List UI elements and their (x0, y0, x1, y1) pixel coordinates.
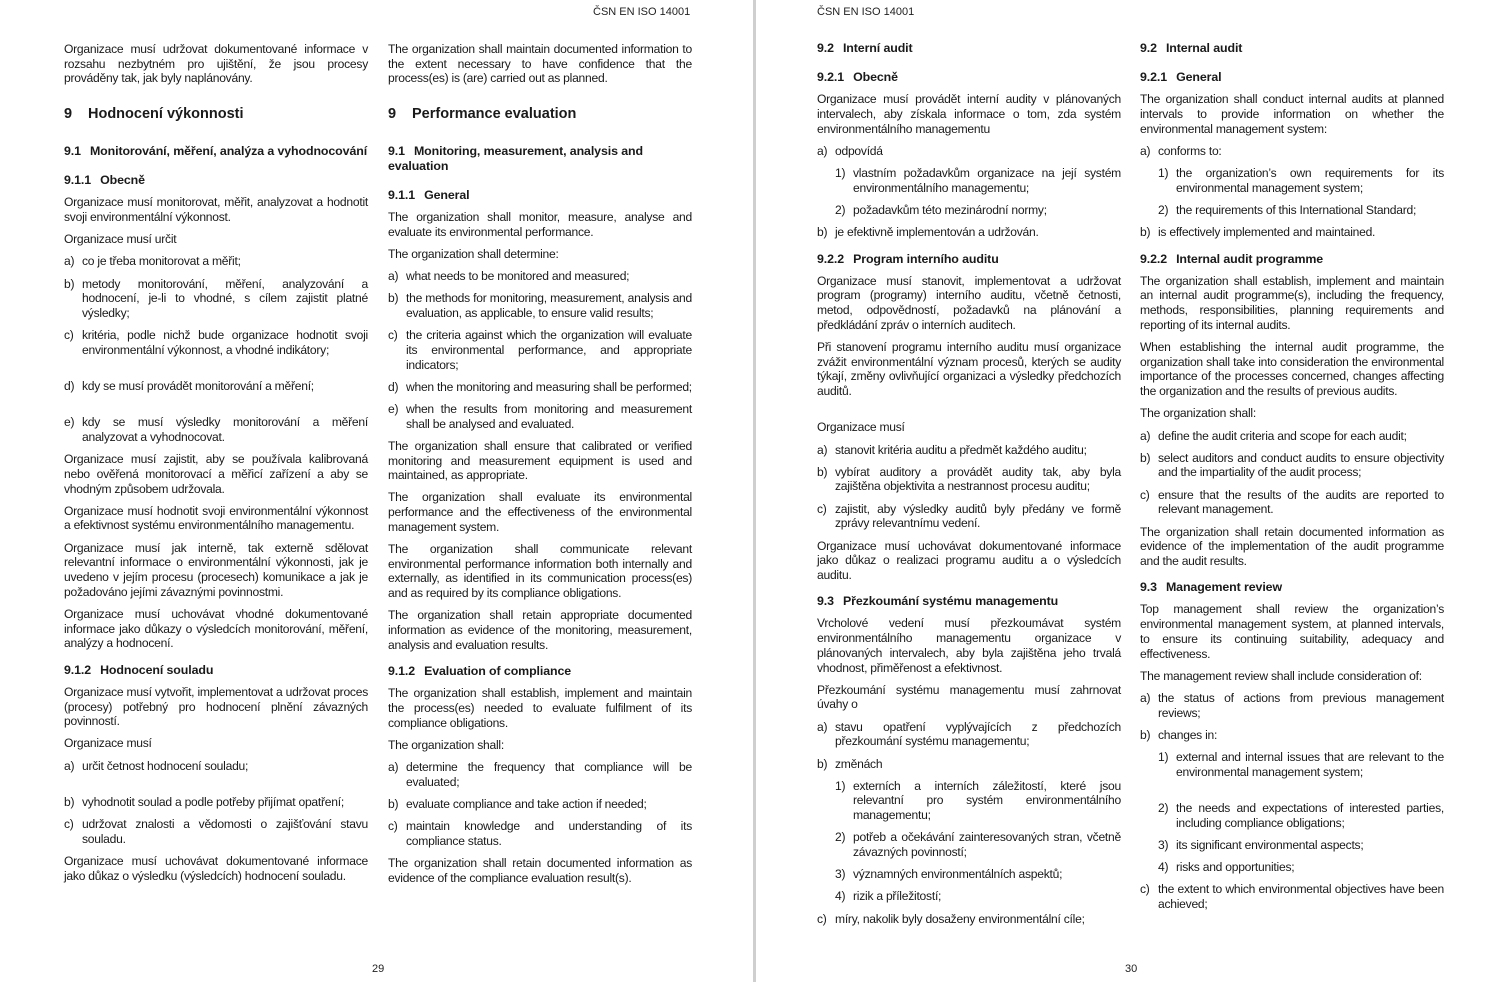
list-marker: a) (388, 269, 399, 284)
list-marker: e) (64, 415, 75, 430)
list-text: stanovit kritéria auditu a předmět každého auditu; (835, 442, 1087, 457)
list-text: the extent to which environmental objectives have been achieved; (1158, 882, 1444, 911)
list-text: its significant environmental aspects; (1176, 837, 1364, 852)
list-item (1140, 144, 1444, 159)
section-number: 9.1 (388, 143, 405, 158)
list-text: rizik a příležitostí; (853, 889, 942, 904)
section-number: 9.2.2 (817, 251, 845, 266)
section-9-3-heading (1140, 580, 1444, 595)
list-marker: a) (64, 254, 75, 269)
sub-list-item (817, 203, 1121, 218)
list-text: when the results from monitoring and measurement shall be analysed and evaluated. (406, 401, 692, 431)
section-title: Obecně (853, 70, 898, 85)
list-item (64, 795, 368, 810)
section-9-1-heading (388, 144, 692, 173)
section-number: 9.3 (817, 594, 834, 609)
section-title: General (424, 187, 470, 202)
list-text: the criteria against which the organization will evaluate its environmental performance, and appropriate indicators; (406, 328, 692, 372)
list-text: what needs to be monitored and measured; (406, 269, 630, 284)
paragraph: Organizace musí uchovávat dokumentované informace jako důkaz o realizaci programu auditu a o výsledcích auditu. (817, 538, 1121, 582)
list-text: conforms to: (1158, 144, 1222, 159)
list-text: vybírat auditory a provádět audity tak, aby byla zajištěna objektivita a nestrannost procesu auditu; (835, 464, 1121, 494)
list-text: kdy se musí provádět monitorování a měření; (82, 379, 314, 394)
section-number: 9 (388, 106, 397, 123)
list-text: požadavkům této mezinárodní normy; (853, 203, 1047, 218)
list-marker: d) (64, 379, 75, 394)
list-marker: a) (388, 760, 399, 775)
list-marker: b) (1140, 450, 1151, 465)
list-text: kritéria, podle nichž bude organizace hodnotit svoji environmentální výkonnost, a vhodné indikátory; (82, 328, 368, 357)
sub-list-item (817, 889, 1121, 904)
section-title: Internal audit programme (1176, 251, 1324, 266)
paragraph: The organization shall monitor, measure, analyse and evaluate its environmental performance. (388, 209, 692, 239)
list-item (817, 225, 1121, 240)
paragraph: Organizace musí uchovávat vhodné dokumentované informace jako důkazy o výsledcích monitorování, měření, analýzy a hodnocení. (64, 606, 368, 651)
section-title: Monitorování, měření, analýza a vyhodnocování (89, 143, 368, 158)
section-title: Obecně (100, 173, 145, 188)
list-marker: c) (388, 819, 398, 834)
list-item (388, 328, 692, 372)
paragraph: The organization shall ensure that calibrated or verified monitoring and measurement equipment is used and maintained, as appropriate. (388, 438, 692, 483)
sub-list-item (817, 867, 1121, 882)
list-text: změnách (835, 756, 883, 771)
list-marker: 4) (1158, 860, 1169, 875)
list-item (817, 144, 1121, 159)
list-text: významných environmentálních aspektů; (853, 867, 1063, 882)
list-marker: a) (817, 719, 828, 734)
list-text: risks and opportunities; (1176, 860, 1295, 875)
section-title: Program interního auditu (853, 251, 999, 266)
list-item (1140, 488, 1444, 517)
list-text: changes in: (1158, 727, 1218, 742)
list-item (1140, 728, 1444, 743)
sub-list-item (1140, 860, 1444, 875)
paragraph: Organizace musí provádět interní audity v plánovaných intervalech, aby získala informace o tom, zda systém environmentálního managementu (817, 92, 1121, 136)
section-9-1-1-heading (64, 173, 368, 188)
section-title: Internal audit (1165, 41, 1243, 55)
list-item (817, 465, 1121, 494)
list-text: the requirements of this International Standard; (1176, 203, 1417, 218)
list-text: is effectively implemented and maintained. (1158, 225, 1376, 240)
list-item (64, 759, 368, 774)
list-text: the organization’s own requirements for its environmental management system; (1176, 166, 1444, 195)
list-item (817, 443, 1121, 458)
sub-list-item (1140, 203, 1444, 218)
list-text: co je třeba monitorovat a měřit; (82, 254, 241, 269)
list-item (1140, 691, 1444, 720)
list-text: the needs and expectations of interested parties, including compliance obligations; (1176, 800, 1444, 830)
list-text: select auditors and conduct audits to ensure objectivity and the impartiality of the audit process; (1158, 450, 1444, 480)
list-marker: c) (1140, 487, 1150, 502)
list-marker: 2) (835, 203, 846, 218)
list-item (817, 757, 1121, 772)
sub-list-item (1140, 750, 1444, 779)
list-text: externích a interních záležitostí, které jsou relevantní pro systém environmentálního managementu; (853, 778, 1121, 823)
list-text: kdy se musí výsledky monitorování a měření analyzovat a vyhodnocovat. (82, 415, 368, 444)
section-number: 9.1.1 (388, 187, 416, 202)
paragraph: Organizace musí jak interně, tak externě sdělovat relevantní informace o environmentální výkonnosti, jak je uvedeno v jejím procesu (procesech) komunikace a jak je požadováno jejími závaznými povinnostmi. (64, 540, 368, 599)
sub-list-item (1140, 801, 1444, 830)
section-number: 9 (64, 106, 73, 123)
list-text: stavu opatření vyplývajících z předchozích přezkoumání systému managementu; (835, 719, 1121, 749)
czech-column (64, 42, 368, 891)
list-item (817, 502, 1121, 531)
paragraph: The organization shall retain appropriate documented information as evidence of the monitoring, measurement, analysis and evaluation results. (388, 608, 692, 652)
section-title: General (1176, 70, 1222, 85)
section-title: Monitoring, measurement, analysis and evaluation (388, 143, 643, 173)
list-item (817, 720, 1121, 749)
list-marker: b) (388, 796, 399, 811)
list-marker: 3) (1158, 837, 1169, 852)
list-text: evaluate compliance and take action if needed; (406, 796, 647, 811)
list-marker: b) (64, 794, 75, 809)
paragraph: The management review shall include consideration of: (1140, 668, 1422, 683)
paragraph: Organizace musí (64, 736, 152, 751)
list-item (817, 912, 1121, 927)
list-text: when the monitoring and measuring shall be performed; (406, 379, 692, 394)
section-number: 9.2 (1140, 41, 1157, 55)
list-marker: e) (388, 401, 399, 416)
list-item (388, 269, 692, 284)
section-number: 9.1.2 (388, 664, 416, 678)
section-number: 9.2 (817, 41, 834, 55)
paragraph: The organization shall retain documented information as evidence of the implementation of the audit programme and the audit results. (1140, 524, 1444, 568)
paragraph: Organizace musí určit (64, 232, 177, 247)
english-column (388, 42, 692, 893)
sub-list-item (817, 830, 1121, 859)
list-marker: a) (1140, 144, 1151, 159)
paragraph: Organizace musí stanovit, implementovat a udržovat program (programy) interního auditu, včetně četnosti, metod, odpovědností, požadavků na plánování a předkládání zpráv o interních auditech. (817, 273, 1121, 332)
list-marker: c) (817, 501, 827, 516)
section-9-3-heading (817, 594, 1121, 609)
list-text: míry, nakolik byly dosaženy environmentální cíle; (835, 911, 1085, 926)
section-9-1-2-heading (64, 663, 368, 678)
list-marker: b) (817, 756, 828, 771)
list-item (64, 817, 368, 846)
paragraph: The organization shall evaluate its environmental performance and the effectiveness of the environmental management system. (388, 490, 692, 534)
list-marker: 4) (835, 889, 846, 904)
section-title: Evaluation of compliance (424, 664, 572, 678)
list-marker: b) (817, 225, 828, 240)
paragraph: The organization shall establish, implement and maintain an internal audit programme(s), including the frequency, methods, responsibilities, planning requirements and reporting of its internal audits. (1140, 273, 1444, 332)
list-item (64, 254, 368, 269)
section-9-2-1-heading (1140, 70, 1444, 85)
paragraph: Organizace musí uchovávat dokumentované informace jako důkaz o výsledku (výsledcích) hodnocení souladu. (64, 853, 368, 883)
page-number: 29 (372, 963, 385, 975)
list-text: potřeb a očekávání zainteresovaných stran, včetně závazných povinností; (853, 830, 1121, 860)
list-marker: 1) (1158, 750, 1169, 765)
sub-list-item (1140, 838, 1444, 853)
section-title: Přezkoumání systému managementu (842, 594, 1059, 609)
list-marker: b) (388, 291, 399, 306)
list-text: maintain knowledge and understanding of its compliance status. (406, 819, 692, 848)
intro-paragraph: The organization shall maintain documented information to the extent necessary to have confidence that the process(es) is (are) carried out as planned. (388, 42, 692, 86)
list-text: ensure that the results of the audits are reported to relevant management. (1158, 487, 1444, 517)
list-item (64, 328, 368, 357)
list-marker: 1) (1158, 166, 1169, 181)
section-title: Performance evaluation (412, 106, 577, 123)
section-9-2-heading (817, 41, 1121, 56)
list-marker: 2) (835, 830, 846, 845)
list-text: je efektivně implementován a udržován. (835, 225, 1039, 240)
czech-column (817, 41, 1121, 934)
sub-list-item (817, 166, 1121, 195)
intro-paragraph: Organizace musí udržovat dokumentované informace v rozsahu nezbytném pro ujištění, že jsou procesy prováděny tak, jak byly naplánovány. (64, 42, 368, 86)
paragraph: Top management shall review the organization’s environmental management system, at planned intervals, to ensure its continuing suitability, adequacy and effectiveness. (1140, 602, 1444, 661)
list-item (64, 415, 368, 444)
page-29 (0, 0, 753, 982)
list-marker: c) (388, 328, 398, 343)
list-marker: 2) (1158, 800, 1169, 815)
list-marker: b) (817, 464, 828, 479)
section-9-2-heading (1140, 41, 1444, 56)
section-9-1-heading (64, 144, 368, 159)
list-item (1140, 451, 1444, 480)
paragraph: Organizace musí vytvořit, implementovat a udržovat proces (procesy) potřebný pro hodnocení plnění závazných povinností. (64, 684, 368, 729)
paragraph: Organizace musí monitorovat, měřit, analyzovat a hodnotit svoji environmentální výkonnost. (64, 195, 368, 224)
list-item (388, 380, 692, 395)
section-9-heading (388, 107, 692, 122)
list-item (64, 379, 368, 394)
section-9-1-2-heading (388, 664, 692, 679)
section-9-2-1-heading (817, 70, 1121, 85)
paragraph: The organization shall retain documented information as evidence of the compliance evaluation result(s). (388, 856, 692, 885)
section-9-heading (64, 107, 368, 122)
section-number: 9.1 (64, 143, 81, 158)
list-marker: a) (817, 144, 828, 159)
page-number: 30 (1125, 963, 1138, 975)
section-9-2-2-heading (1140, 252, 1444, 267)
sub-list-item (1140, 166, 1444, 195)
list-item (1140, 429, 1444, 444)
list-text: vlastním požadavkům organizace na její systém environmentálního managementu; (853, 166, 1121, 195)
paragraph: The organization shall communicate relevant environmental performance information both internally and externally, as identified in its communication process(es) and as required by its compliance obligations. (388, 542, 692, 601)
list-text: odpovídá (835, 144, 883, 159)
page-30 (756, 0, 1509, 982)
sub-list-item (817, 779, 1121, 823)
standard-header: ČSN EN ISO 14001 (593, 6, 691, 18)
list-marker: c) (1140, 882, 1150, 897)
list-text: determine the frequency that compliance will be evaluated; (406, 760, 692, 789)
list-marker: a) (817, 442, 828, 457)
list-text: určit četnost hodnocení souladu; (82, 758, 249, 773)
paragraph: Vrcholové vedení musí přezkoumávat systém environmentálního managementu organizace v plánovaných intervalech, aby byla zajištěna jeho trvalá vhodnost, přiměřenost a efektivnost. (817, 616, 1121, 675)
paragraph: The organization shall establish, implement and maintain the process(es) needed to evaluate fulfilment of its compliance obligations. (388, 686, 692, 730)
paragraph: Organizace musí zajistit, aby se používala kalibrovaná nebo ověřená monitorovací a měřicí zařízení a aby se vhodným způsobem udržovala. (64, 452, 368, 496)
list-item (388, 760, 692, 789)
list-text: vyhodnotit soulad a podle potřeby přijímat opatření; (82, 794, 344, 809)
list-marker: 2) (1158, 203, 1169, 218)
list-text: the status of actions from previous management reviews; (1158, 690, 1444, 720)
list-item (388, 797, 692, 812)
list-marker: d) (388, 379, 399, 394)
list-item (1140, 225, 1444, 240)
section-number: 9.1.2 (64, 662, 92, 677)
list-item (388, 291, 692, 320)
standard-header: ČSN EN ISO 14001 (817, 6, 915, 18)
section-title: Hodnocení souladu (100, 662, 214, 677)
list-marker: 1) (835, 166, 846, 181)
paragraph: The organization shall: (388, 737, 504, 752)
section-9-2-2-heading (817, 252, 1121, 267)
list-item (388, 819, 692, 848)
section-title: Management review (1165, 580, 1282, 595)
paragraph: The organization shall: (1140, 406, 1256, 421)
list-text: the methods for monitoring, measurement, analysis and evaluation, as applicable, to ensure valid results; (406, 291, 692, 320)
section-9-1-1-heading (388, 188, 692, 203)
paragraph: When establishing the internal audit programme, the organization shall take into consideration the environmental importance of the processes concerned, changes affecting the organization and the results of previous audits. (1140, 340, 1444, 399)
list-marker: 3) (835, 867, 846, 882)
section-number: 9.2.1 (1140, 70, 1168, 85)
paragraph: Organizace musí hodnotit svoji environmentální výkonnost a efektivnost systému environmentálního managementu. (64, 503, 368, 533)
list-item (388, 402, 692, 431)
section-title: Hodnocení výkonnosti (88, 106, 244, 123)
section-title: Interní audit (842, 41, 913, 55)
list-marker: 1) (835, 778, 846, 793)
section-number: 9.2.1 (817, 70, 845, 85)
paragraph: The organization shall conduct internal audits at planned intervals to provide information on whether the environmental management system: (1140, 92, 1444, 136)
paragraph: The organization shall determine: (388, 246, 559, 261)
list-marker: c) (64, 817, 74, 832)
list-text: external and internal issues that are relevant to the environmental management system; (1176, 750, 1444, 779)
english-column (1140, 41, 1444, 919)
list-marker: c) (64, 328, 74, 343)
section-number: 9.2.2 (1140, 251, 1168, 266)
list-marker: c) (817, 911, 827, 926)
list-text: udržovat znalosti a vědomosti o zajišťování stavu souladu. (82, 817, 368, 846)
paragraph: Při stanovení programu interního auditu musí organizace zvážit environmentální význam procesů, kterých se audity týkají, změny ovlivňující organizaci a výsledky předchozích auditů. (817, 340, 1121, 399)
list-marker: b) (1140, 225, 1151, 240)
list-marker: a) (1140, 690, 1151, 705)
list-marker: a) (64, 758, 75, 773)
list-text: zajistit, aby výsledky auditů byly předány ve formě zprávy relevantnímu vedení. (835, 501, 1121, 531)
list-text: define the audit criteria and scope for each audit; (1158, 428, 1407, 443)
list-text: metody monitorování, měření, analyzování a hodnocení, je-li to vhodné, s cílem zajistit platné výsledky; (82, 276, 368, 320)
list-item (64, 277, 368, 321)
list-marker: b) (64, 276, 75, 291)
section-number: 9.3 (1140, 580, 1157, 595)
list-item (1140, 882, 1444, 911)
section-number: 9.1.1 (64, 173, 92, 188)
paragraph: Přezkoumání systému managementu musí zahrnovat úvahy o (817, 682, 1121, 712)
list-marker: b) (1140, 727, 1151, 742)
list-marker: a) (1140, 428, 1151, 443)
paragraph: Organizace musí (817, 420, 905, 435)
